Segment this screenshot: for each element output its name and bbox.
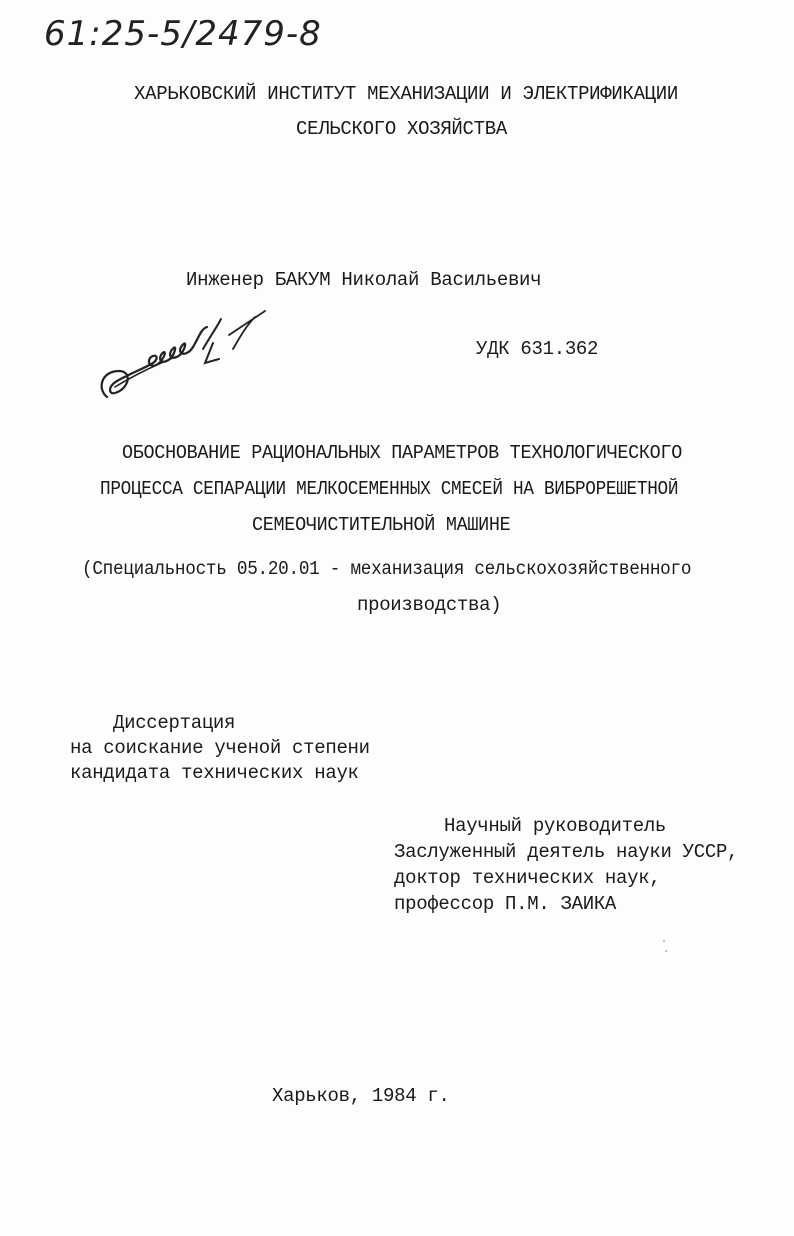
- author-line: Инженер БАКУМ Николай Васильевич: [186, 269, 542, 291]
- specialty-line-2: производства): [357, 594, 502, 616]
- udc-code: УДК 631.362: [476, 338, 599, 360]
- supervisor-line-1: Научный руководитель: [444, 815, 667, 837]
- dissertation-line-2: на соискание ученой степени: [70, 737, 370, 759]
- supervisor-line-4: профессор П.М. ЗАИКА: [394, 893, 617, 915]
- title-line-2: ПРОЦЕССА СЕПАРАЦИИ МЕЛКОСЕМЕННЫХ СМЕСЕЙ НА ВИБРОРЕШЕТНОЙ: [100, 478, 679, 500]
- supervisor-line-3: доктор технических наук,: [394, 867, 661, 889]
- dissertation-line-3: кандидата технических наук: [70, 762, 359, 784]
- title-line-1: ОБОСНОВАНИЕ РАЦИОНАЛЬНЫХ ПАРАМЕТРОВ ТЕХНОЛОГИЧЕСКОГО: [122, 442, 682, 464]
- scan-speck: [665, 950, 667, 952]
- archive-code: 61:25-5/2479-8: [44, 14, 322, 54]
- signature-mark: [95, 305, 270, 405]
- institution-line-1: ХАРЬКОВСКИЙ ИНСТИТУТ МЕХАНИЗАЦИИ И ЭЛЕКТРИФИКАЦИИ: [134, 83, 678, 105]
- specialty-line-1: (Специальность 05.20.01 - механизация сельскохозяйственного: [82, 558, 692, 580]
- scan-speck: [663, 940, 665, 942]
- place-date: Харьков, 1984 г.: [272, 1085, 450, 1107]
- supervisor-line-2: Заслуженный деятель науки УССР,: [394, 841, 739, 863]
- title-line-3: СЕМЕОЧИСТИТЕЛЬНОЙ МАШИНЕ: [252, 514, 511, 536]
- dissertation-line-1: Диссертация: [113, 712, 236, 734]
- institution-line-2: СЕЛЬСКОГО ХОЗЯЙСТВА: [296, 118, 507, 140]
